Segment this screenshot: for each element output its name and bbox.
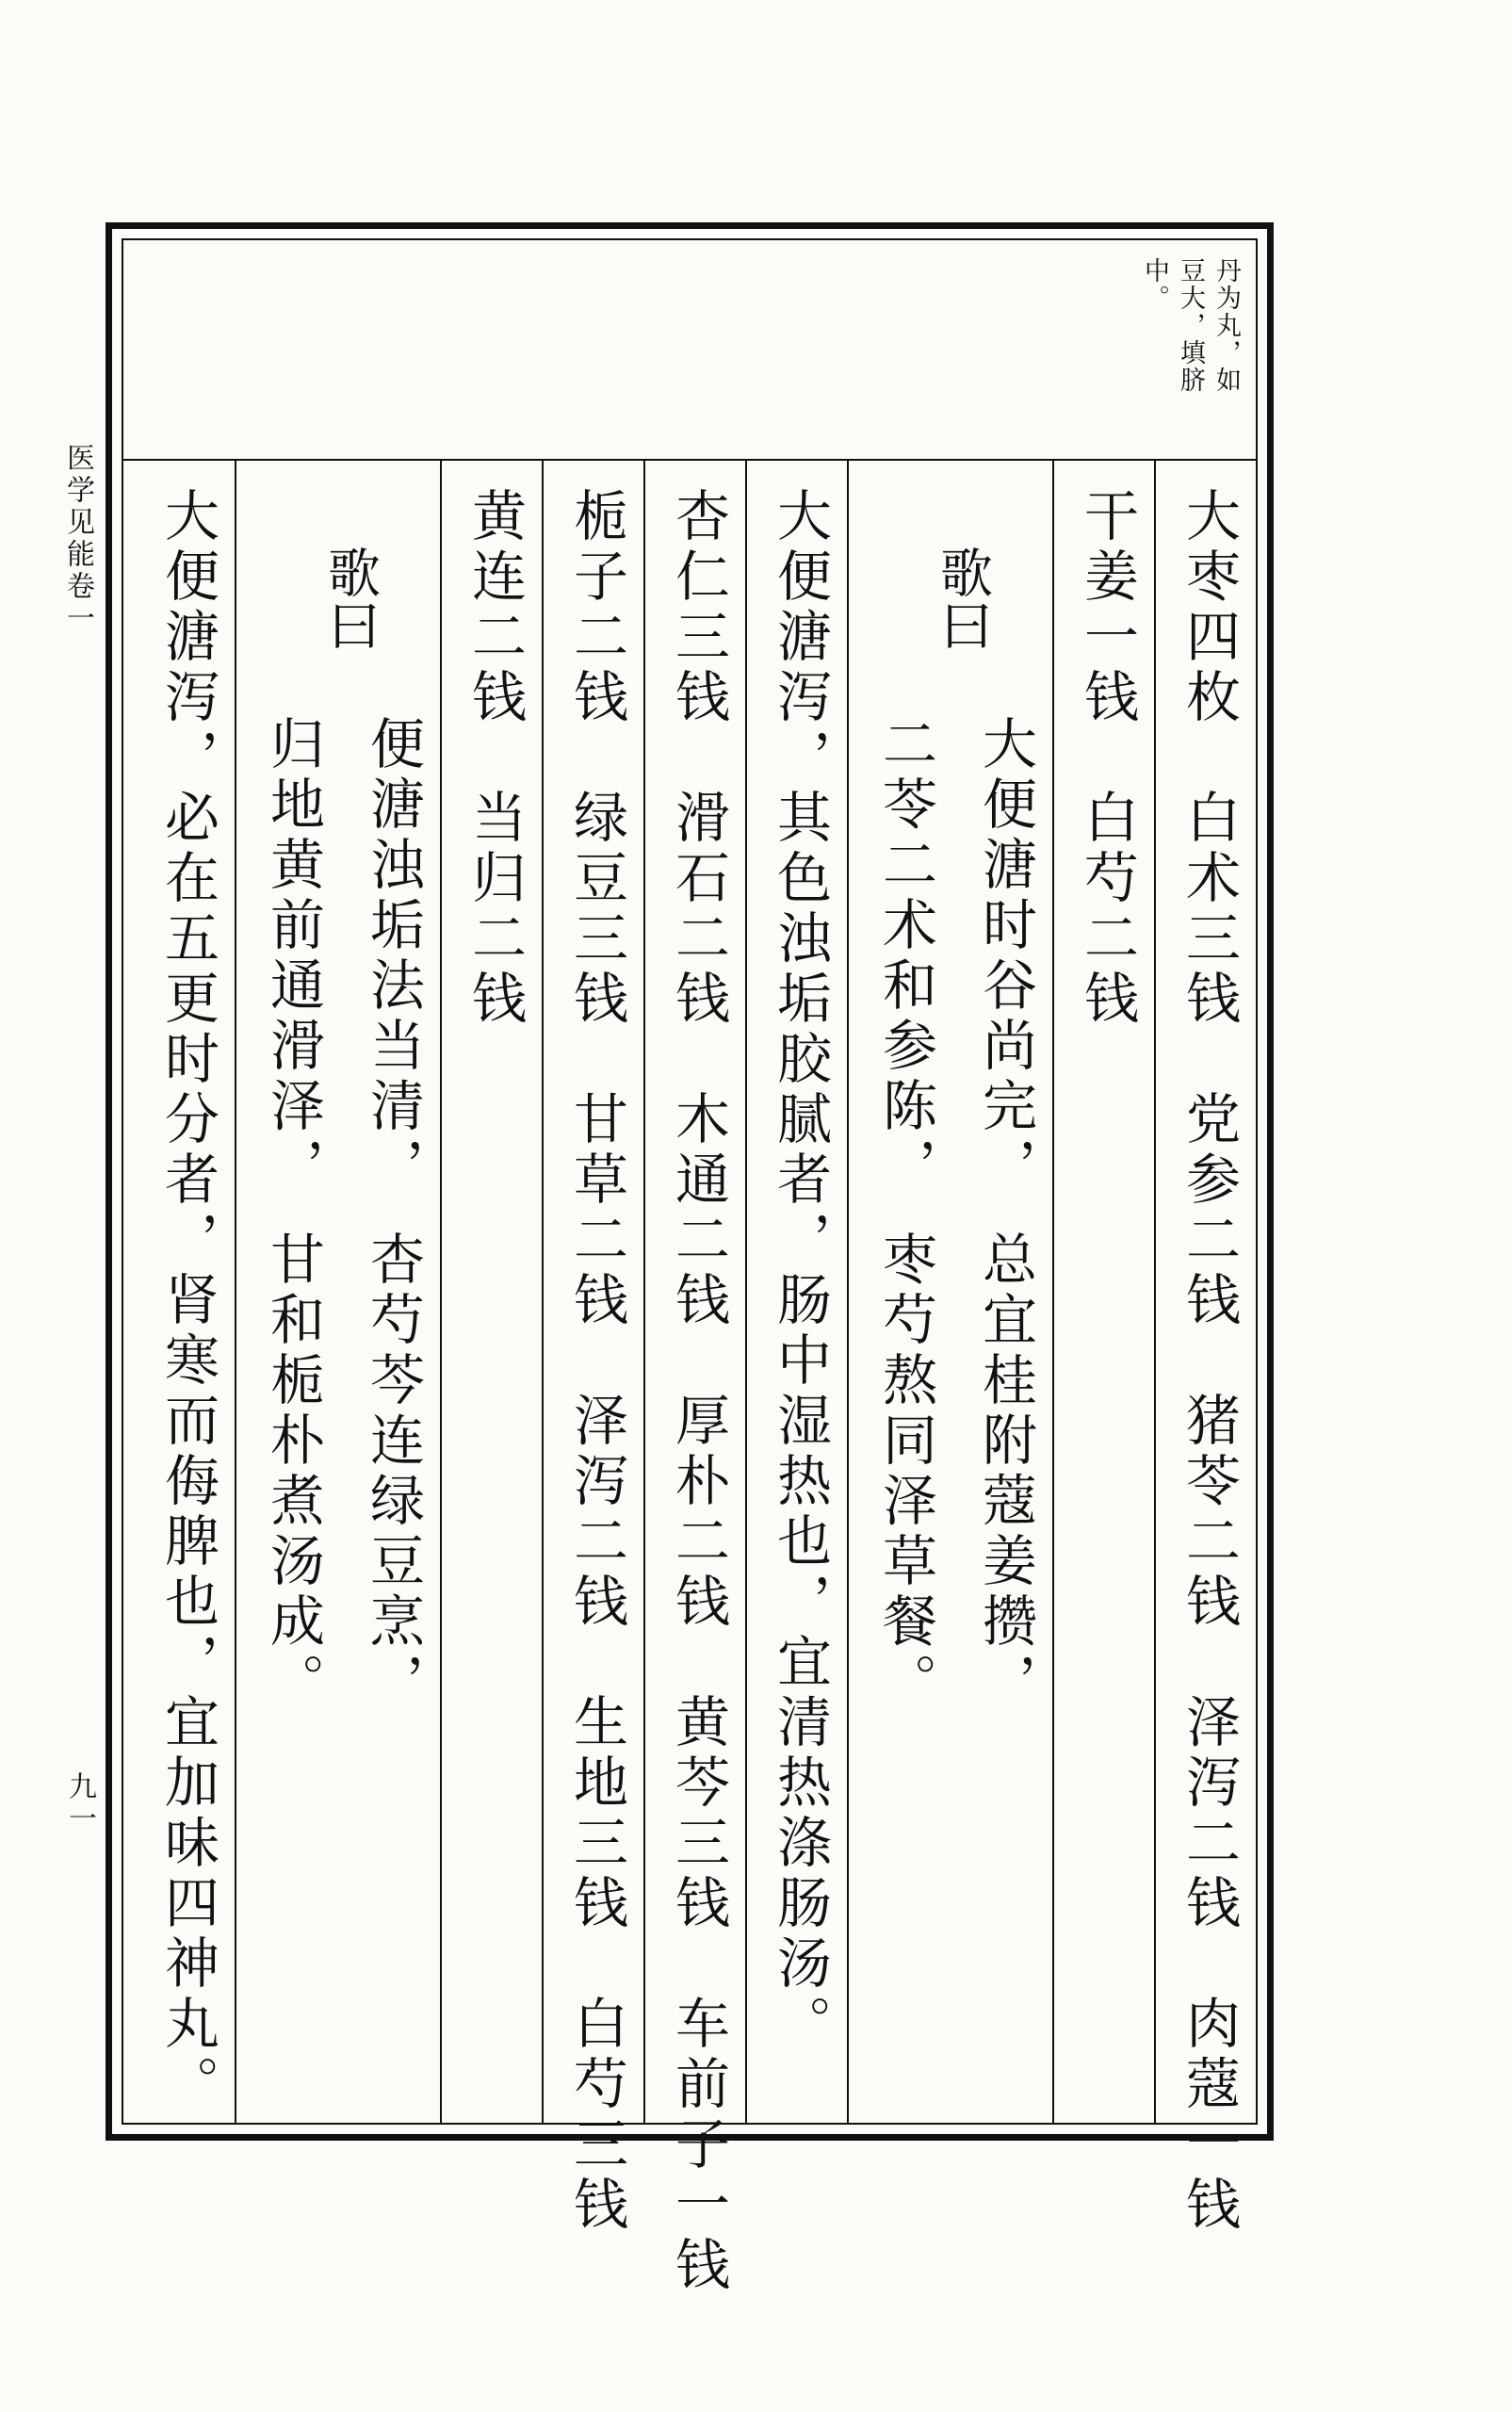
- song-1-lines-b: [849, 461, 952, 2123]
- note-line-1: 丹为丸，如: [1211, 257, 1241, 394]
- note-line-3: 中。: [1140, 257, 1169, 312]
- note-line-2: 豆大，填脐: [1176, 257, 1205, 394]
- column-herbs-4: [542, 461, 643, 2236]
- column-herbs-1: [1154, 461, 1256, 2236]
- song-label-1: 歌曰: [932, 546, 993, 651]
- column-prose-1: [745, 461, 847, 2123]
- herb-list-4: 栀子二钱 绿豆三钱 甘草二钱 泽泻二钱 生地三钱 白芍三钱: [564, 487, 628, 2236]
- running-title: 医学见能卷一: [61, 443, 94, 635]
- prose-2: 大便溏泻，必在五更时分者，肾寒而侮脾也，宜加味四神丸。: [155, 487, 219, 2115]
- song-2-line-1: 便溏浊垢法当清， 杏芍芩连绿豆烹，: [361, 715, 425, 1713]
- song-label-2: 歌曰: [319, 546, 381, 651]
- herb-list-1: 大枣四枚 白术三钱 党参二钱 猪苓二钱 泽泻二钱 肉蔻一钱: [1177, 487, 1241, 2236]
- song-2-lines-b: [236, 461, 340, 2123]
- column-song-2: [235, 461, 440, 2123]
- prose-1: 大便溏泻，其色浊垢胶腻者，肠中湿热也，宜清热涤肠汤。: [768, 487, 832, 2055]
- herb-list-5: 黄连二钱 当归二钱: [463, 487, 527, 1030]
- herb-list-3: 杏仁三钱 滑石二钱 木通二钱 厚朴二钱 黄芩三钱 车前子一钱: [666, 487, 730, 2296]
- page-frame: [106, 222, 1274, 2296]
- song-1-line-2: 二苓二术和参陈， 枣芍熬同泽草餐。: [873, 715, 937, 1713]
- column-herbs-3: [643, 461, 745, 2296]
- page-number: 九一: [63, 1771, 96, 1835]
- herb-list-2: 干姜一钱 白芍二钱: [1075, 487, 1139, 1030]
- column-prose-2: [123, 461, 235, 2123]
- column-song-1: [847, 461, 1052, 2123]
- text-block: [122, 238, 1258, 2296]
- song-2-lines: [336, 461, 440, 2123]
- text-columns: [123, 461, 1256, 2296]
- song-1-lines: [949, 461, 1052, 2123]
- song-2-line-2: 归地黄前通滑泽， 甘和栀朴煮汤成。: [261, 715, 325, 1713]
- top-note-band: [123, 240, 1256, 461]
- column-herbs-2: [1052, 461, 1154, 2123]
- song-1-line-1: 大便溏时谷尚完， 总宜桂附蔻姜攒，: [973, 715, 1037, 1713]
- column-herbs-5: [440, 461, 542, 2123]
